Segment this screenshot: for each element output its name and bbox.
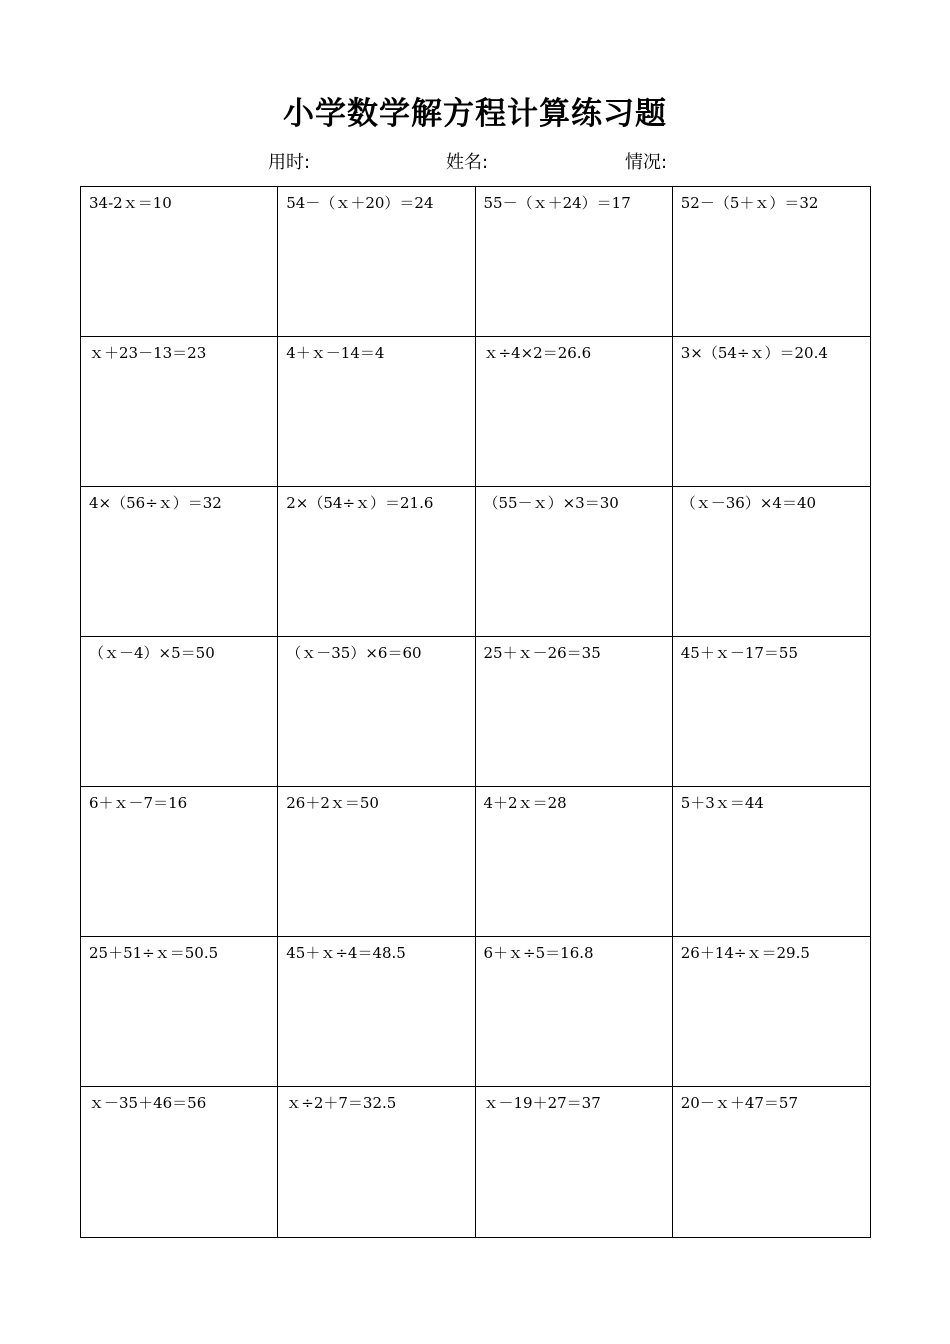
problem-text: 4×（56÷ｘ）＝32 [89, 494, 222, 512]
problem-cell [673, 787, 870, 937]
problem-cell [476, 937, 673, 1087]
problem-text: ｘ＋23－13＝23 [89, 344, 207, 362]
problem-cell [673, 937, 870, 1087]
problem-cell [476, 1087, 673, 1237]
problem-cell [476, 787, 673, 937]
problem-cell [278, 337, 475, 487]
problem-cell [673, 1087, 870, 1237]
problem-text: 4＋ｘ－14＝4 [286, 344, 385, 362]
problem-text: 3×（54÷ｘ）＝20.4 [680, 344, 828, 362]
problem-cell [673, 487, 870, 637]
problem-text: 26＋2ｘ＝50 [286, 794, 379, 812]
problem-text: 20－ｘ＋47＝57 [680, 1094, 799, 1112]
problem-text: （ｘ－4）×5＝50 [89, 644, 215, 662]
problem-text: 25＋51÷ｘ＝50.5 [89, 944, 219, 962]
problem-cell [81, 937, 278, 1087]
problem-text: 52－（5＋ｘ）＝32 [680, 194, 819, 212]
problem-cell [81, 337, 278, 487]
page-title: 小学数学解方程计算练习题 [283, 96, 667, 132]
problem-cell [476, 187, 673, 337]
problem-text: ｘ－35＋46＝56 [89, 1094, 207, 1112]
problem-cell [81, 487, 278, 637]
problem-text: 25＋ｘ－26＝35 [483, 644, 601, 662]
problem-text: ｘ－19＋27＝37 [483, 1094, 601, 1112]
problem-cell [278, 487, 475, 637]
problem-cell [81, 787, 278, 937]
problem-text: 34-2ｘ＝10 [89, 194, 172, 212]
problem-cell [278, 1087, 475, 1237]
problem-grid [80, 186, 871, 1238]
problem-text: 45＋ｘ－17＝55 [680, 644, 799, 662]
problem-cell [476, 637, 673, 787]
problem-text: ｘ÷4×2＝26.6 [483, 344, 592, 362]
status-label: 情况: [625, 152, 668, 173]
problem-text: 6＋ｘ－7＝16 [89, 794, 188, 812]
problem-cell [278, 187, 475, 337]
problem-cell [476, 337, 673, 487]
problem-text: （ｘ－35）×6＝60 [286, 644, 422, 662]
problem-cell [673, 637, 870, 787]
problem-text: 6＋ｘ÷5＝16.8 [483, 944, 594, 962]
problem-text: （ｘ－36）×4＝40 [680, 494, 817, 512]
problem-cell [81, 1087, 278, 1237]
problem-text: （55－ｘ）×3＝30 [483, 494, 619, 512]
problem-text: 5＋3ｘ＝44 [680, 794, 764, 812]
problem-text: 4＋2ｘ＝28 [483, 794, 567, 812]
problem-text: 26＋14÷ｘ＝29.5 [680, 944, 810, 962]
name-label: 姓名: [446, 152, 489, 173]
problem-text: 2×（54÷ｘ）＝21.6 [286, 494, 434, 512]
problem-text: 45＋ｘ÷4＝48.5 [286, 944, 406, 962]
problem-text: 54－（ｘ＋20）＝24 [286, 194, 434, 212]
problem-text: ｘ÷2＋7＝32.5 [286, 1094, 397, 1112]
time-label: 用时: [268, 152, 311, 173]
problem-cell [81, 187, 278, 337]
problem-text: 55－（ｘ＋24）＝17 [483, 194, 631, 212]
problem-cell [278, 637, 475, 787]
problem-cell [673, 337, 870, 487]
problem-cell [278, 937, 475, 1087]
problem-cell [673, 187, 870, 337]
problem-cell [81, 637, 278, 787]
problem-cell [476, 487, 673, 637]
problem-cell [278, 787, 475, 937]
